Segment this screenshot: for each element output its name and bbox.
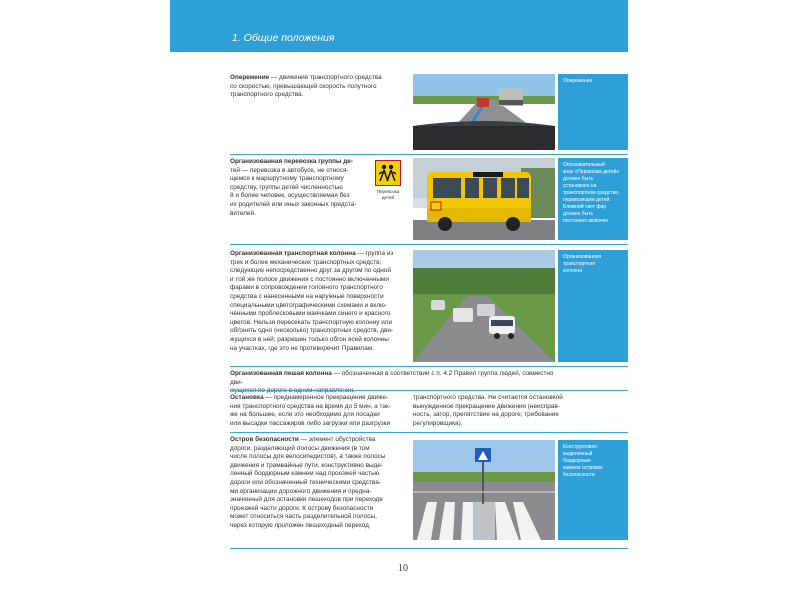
side-note-line: транспортная (563, 261, 595, 267)
line: ность, затор, препятствие на дороге; требование (413, 411, 559, 419)
side-note-line: должен быть (563, 176, 594, 182)
side-note-safety-island (558, 440, 628, 540)
side-note-convoy (558, 250, 628, 362)
line: их родителей или иных законных предста- (230, 200, 357, 208)
term: Организованная пешая колонна (230, 370, 332, 377)
line: ленный бордюрным камнем над проезжей частью (230, 470, 380, 478)
section-overtaking (230, 74, 628, 152)
divider (230, 154, 628, 155)
line: может относиться часть разделительной полосы, (230, 513, 377, 521)
line: или высадки пассажиров либо загрузки или разгрузки (230, 419, 391, 427)
line: и той же полосе движения с постоянно включенными (230, 275, 389, 283)
section-stop (230, 394, 628, 432)
line: транспортного средства. Не считается остановкой (413, 394, 563, 401)
line: следующих непосредственно друг за другом по одной (230, 267, 391, 275)
line: дороги, разделяющий полосы движения (в том (230, 444, 370, 452)
school-bus-photo (413, 158, 555, 240)
line: проезжей части дороги. К острову безопасности (230, 504, 374, 512)
side-note-line: бордюрным (563, 458, 591, 464)
chapter-header (170, 0, 628, 52)
side-note-line: Конструктивно (563, 444, 597, 450)
side-note-children-transport (558, 158, 628, 240)
sign-caption (368, 189, 408, 200)
divider (230, 432, 628, 433)
line: вынужденное прекращение движения (неисправ- (413, 402, 560, 410)
definition-stop-right (413, 394, 583, 428)
term: Организованная перевозка группы де- (230, 158, 353, 165)
definition-transport-convoy (230, 250, 410, 353)
side-note-line: постоянно включен (563, 218, 609, 224)
line: цветов. Нельзя пересекать транспортную колонну или (230, 318, 393, 326)
divider (230, 244, 628, 245)
term: Опережение (230, 74, 270, 81)
line: числе полосы для велосипедистов), а также полосы (230, 453, 386, 461)
line: обгонять одно (несколько) транспортных средств, дви- (230, 327, 394, 335)
convoy-photo (413, 250, 555, 362)
line: транспортного средства. (230, 91, 304, 99)
line: же на большее, если это необходимо для посадки (230, 411, 380, 419)
line: жущихся в ней; разрешен только обгон всей колонны (230, 335, 389, 343)
side-note-line: Организованная (563, 254, 602, 260)
side-note-line: перевозящем детей. (563, 197, 611, 203)
section-children-transport (230, 158, 628, 244)
term: Организованная транспортная колонна (230, 250, 356, 257)
line: щемся к маршрутному транспортному (230, 175, 344, 183)
line: через которую проложен пешеходный переход. (230, 521, 371, 529)
safety-island-photo (413, 440, 555, 540)
side-note-line: знак «Перевозка детей» (563, 169, 620, 175)
section-transport-convoy (230, 250, 628, 366)
line: регулировщика). (413, 419, 463, 427)
line: — обозначенная в соответствии с п. 4.2 Правил группа людей, совместно дви- (230, 370, 554, 386)
side-note-line: камнем островок (563, 465, 603, 471)
line: ния транспортного средства на время до 5 мин, а так- (230, 402, 391, 410)
definition-overtaking (230, 74, 382, 100)
line: со скоростью, превышающей скорость попутного (230, 82, 377, 90)
line: на участках, где это не противоречит Правилам. (230, 344, 374, 352)
definition-safety-island (230, 436, 410, 531)
line: вителей. (230, 209, 256, 217)
side-note-line: установлен на (563, 183, 597, 189)
divider (230, 390, 628, 391)
line: — преднамеренное прекращение движе- (265, 394, 389, 401)
side-note-line: выделенный (563, 451, 593, 457)
side-note-line: Опознавательный (563, 162, 605, 168)
line: значенный для остановки пешеходов при переходе (230, 496, 383, 504)
side-note-line: транспортном средстве, (563, 190, 620, 196)
line: движения и трамвайные пути, конструктивно выде- (230, 461, 384, 469)
chapter-title: 1. Общие положения (232, 32, 335, 44)
divider (230, 548, 628, 549)
definition-pedestrian-column (230, 370, 558, 396)
overtaking-photo (413, 74, 555, 150)
line: ми организации дорожного движения и предна- (230, 487, 372, 495)
line: — группа из (357, 250, 394, 257)
line: дороги или обозначенный техническими средства- (230, 478, 381, 486)
side-note-line: должен быть (563, 211, 594, 217)
side-note-text: Опережение (563, 78, 593, 84)
line: средства с нанесенными на наружные поверхности (230, 292, 384, 300)
sign-caption-line: детей (381, 194, 395, 200)
line: — движение транспортного средства (270, 74, 382, 81)
line: — элемент обустройства (300, 436, 376, 443)
line: тей — перевозка в автобусе, не относя- (230, 166, 349, 174)
definition-stop-left (230, 394, 410, 428)
line: 8 и более человек, осуществляемая без (230, 192, 350, 200)
line: трех и более механических транспортных средств, (230, 258, 382, 266)
divider (230, 366, 628, 367)
side-note-line: безопасности (563, 472, 595, 478)
line: фарами в сопровождении головного транспортного (230, 284, 383, 292)
section-safety-island (230, 436, 628, 550)
line: ченными проблесковыми маячками синего и красного (230, 310, 391, 318)
page-number: 10 (398, 563, 408, 574)
side-note-line: Ближний свет фар (563, 204, 607, 210)
line: средству, группы детей численностью (230, 183, 343, 191)
children-transport-sign-icon (375, 160, 401, 186)
side-note-overtaking (558, 74, 628, 150)
section-pedestrian-column (230, 370, 628, 390)
term: Остановка (230, 394, 264, 401)
sign-caption-line: Перевозка (376, 189, 400, 194)
side-note-line: колонна (563, 268, 582, 274)
term: Остров безопасности (230, 436, 299, 443)
definition-children-transport (230, 158, 370, 218)
line: специальными цветографическими схемами и вклю- (230, 301, 387, 309)
